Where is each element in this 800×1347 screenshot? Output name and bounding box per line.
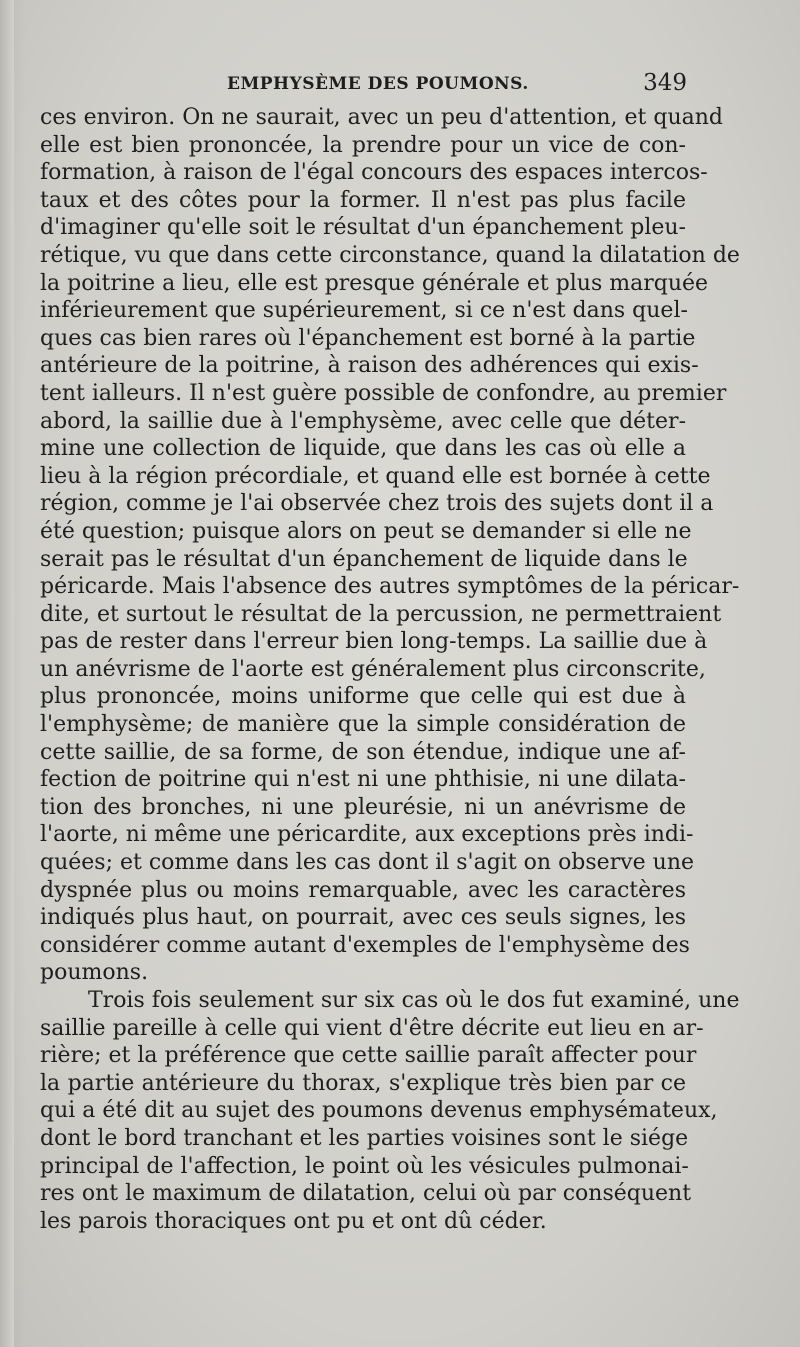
- text-line: res ont le maximum de dilatation, celui où par conséquent: [40, 1181, 692, 1207]
- text-line: la partie antérieure du thorax, s'explique très bien par ce: [40, 1070, 686, 1096]
- text-line: poumons.: [40, 960, 149, 986]
- text-line: dyspnée plus ou moins remarquable, avec les caractères: [40, 877, 686, 903]
- page-number: 349: [643, 70, 687, 96]
- text-line: cette saillie, de sa forme, de son étendue, indique une af-: [40, 739, 686, 765]
- text-line: principal de l'affection, le point où les vésicules pulmonai-: [40, 1153, 689, 1179]
- text-line: pas de rester dans l'erreur bien long-temps. La saillie due à: [40, 629, 708, 655]
- text-line: dont le bord tranchant et les parties voisines sont le siége: [40, 1125, 689, 1151]
- text-line: un anévrisme de l'aorte est généralement plus circonscrite,: [40, 656, 706, 682]
- text-line: région, comme je l'ai observée chez trois des sujets dont il a: [40, 491, 714, 517]
- text-line: tion des bronches, ni une pleurésie, ni un anévrisme de: [40, 794, 686, 820]
- text-line: ces environ. On ne saurait, avec un peu d'attention, et quand: [40, 105, 723, 130]
- text-line: formation, à raison de l'égal concours des espaces intercos-: [40, 160, 708, 186]
- text-line: été question; puisque alors on peut se demander si elle ne: [40, 518, 692, 544]
- text-line: tent ialleurs. Il n'est guère possible de confondre, au premier: [40, 380, 727, 406]
- text-line: considérer comme autant d'exemples de l'emphysème des: [40, 932, 690, 958]
- text-line: indiqués plus haut, on pourrait, avec ces seuls signes, les: [40, 905, 686, 931]
- text-line: rétique, vu que dans cette circonstance, quand la dilatation de: [40, 242, 740, 268]
- text-line: inférieurement que supérieurement, si ce n'est dans quel-: [40, 298, 688, 324]
- text-line: la poitrine a lieu, elle est presque générale et plus marquée: [40, 270, 709, 296]
- page-header: [40, 70, 690, 100]
- text-line: d'imaginer qu'elle soit le résultat d'un épanchement pleu-: [40, 215, 686, 241]
- text-line: lieu à la région précordiale, et quand elle est bornée à cette: [40, 463, 711, 489]
- text-line: l'aorte, ni même une péricardite, aux exceptions près indi-: [40, 822, 694, 848]
- text-line: saillie pareille à celle qui vient d'être décrite eut lieu en ar-: [40, 1015, 704, 1041]
- text-line: mine une collection de liquide, que dans les cas où elle a: [40, 436, 686, 462]
- text-line: serait pas le résultat d'un épanchement de liquide dans le: [40, 546, 688, 572]
- text-line: taux et des côtes pour la former. Il n'est pas plus facile: [40, 187, 686, 213]
- running-title: EMPHYSÈME DES POUMONS.: [227, 74, 529, 94]
- text-line: rière; et la préférence que cette saillie paraît affecter pour: [40, 1043, 697, 1069]
- text-line: Trois fois seulement sur six cas où le dos fut examiné, une: [88, 988, 740, 1013]
- text-line: péricarde. Mais l'absence des autres symptômes de la péricar-: [40, 574, 740, 600]
- text-line: dite, et surtout le résultat de la percussion, ne permettraient: [40, 601, 722, 627]
- text-line: les parois thoraciques ont pu et ont dû céder.: [40, 1208, 547, 1234]
- text-line: quées; et comme dans les cas dont il s'agit on observe une: [40, 850, 695, 876]
- page-binding-edge: [0, 0, 14, 1347]
- text-line: abord, la saillie due à l'emphysème, avec celle que déter-: [40, 408, 686, 434]
- paragraph-2: [40, 987, 740, 1235]
- text-line: fection de poitrine qui n'est ni une phthisie, ni une dilata-: [40, 767, 686, 793]
- text-line: ques cas bien rares où l'épanchement est borné à la partie: [40, 325, 696, 351]
- paragraph-1: [40, 104, 740, 987]
- text-line: l'emphysème; de manière que la simple considération de: [40, 712, 686, 738]
- text-line: plus prononcée, moins uniforme que celle qui est due à: [40, 684, 686, 710]
- body-text: [40, 104, 740, 1235]
- text-line: qui a été dit au sujet des poumons devenus emphysémateux,: [40, 1098, 718, 1124]
- text-line: antérieure de la poitrine, à raison des adhérences qui exis-: [40, 353, 699, 379]
- text-line: elle est bien prononcée, la prendre pour un vice de con-: [40, 132, 686, 158]
